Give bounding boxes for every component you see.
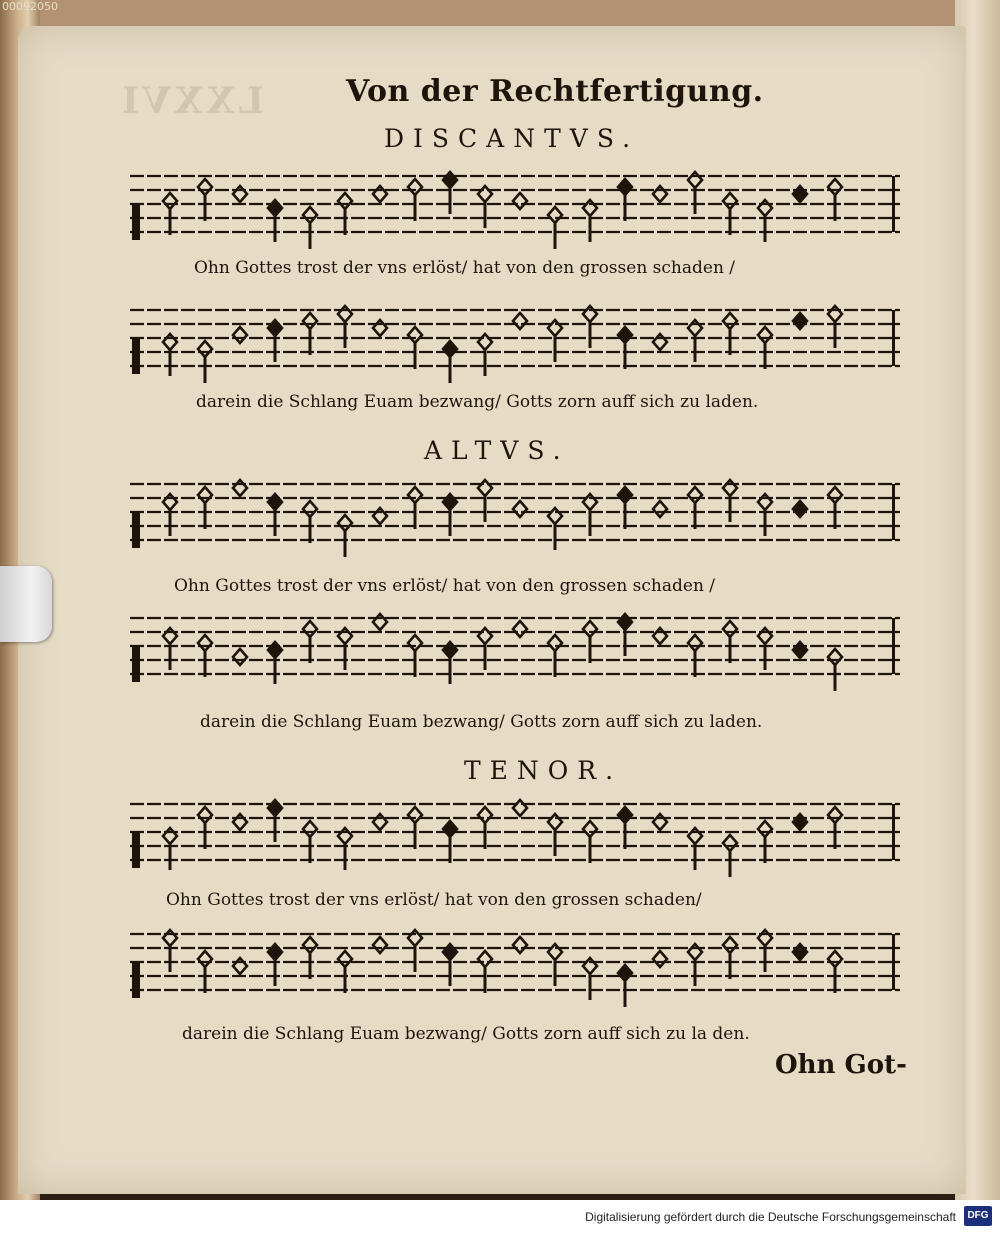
lyric-line: darein die Schlang Euam bezwang/ Gotts zorn auff sich zu laden. xyxy=(196,392,759,412)
footer-bar xyxy=(0,1200,1000,1238)
music-staff xyxy=(130,610,910,686)
music-staff xyxy=(130,168,910,244)
music-staff xyxy=(130,476,910,552)
lyric-line: darein die Schlang Euam bezwang/ Gotts zorn auff sich zu la den. xyxy=(182,1024,750,1044)
dfg-logo: DFG xyxy=(964,1206,992,1226)
voice-title-altus: ALTVS. xyxy=(424,436,570,465)
lyric-line: Ohn Gottes trost der vns erlöst/ hat von den grossen schaden/ xyxy=(166,890,702,910)
voice-title-discantus: DISCANTVS. xyxy=(384,124,640,153)
bleed-through-folio: LXXVI xyxy=(118,80,264,122)
bookmark-clip xyxy=(0,566,52,642)
lyric-line: darein die Schlang Euam bezwang/ Gotts zorn auff sich zu laden. xyxy=(200,712,763,732)
catchword: Ohn Got- xyxy=(775,1050,907,1080)
music-staff xyxy=(130,796,910,872)
lyric-line: Ohn Gottes trost der vns erlöst/ hat von den grossen schaden / xyxy=(174,576,716,596)
footer-credit: Digitalisierung gefördert durch die Deutsche Forschungsgemeinschaft xyxy=(585,1210,956,1224)
archive-id: 00092050 xyxy=(2,0,58,13)
book-top-edge xyxy=(0,0,1000,28)
voice-title-tenor: TENOR. xyxy=(464,756,623,785)
music-staff xyxy=(130,926,910,1002)
running-head: Von der Rechtfertigung. xyxy=(346,74,764,109)
lyric-line: Ohn Gottes trost der vns erlöst/ hat von den grossen schaden / xyxy=(194,258,736,278)
music-staff xyxy=(130,302,910,378)
